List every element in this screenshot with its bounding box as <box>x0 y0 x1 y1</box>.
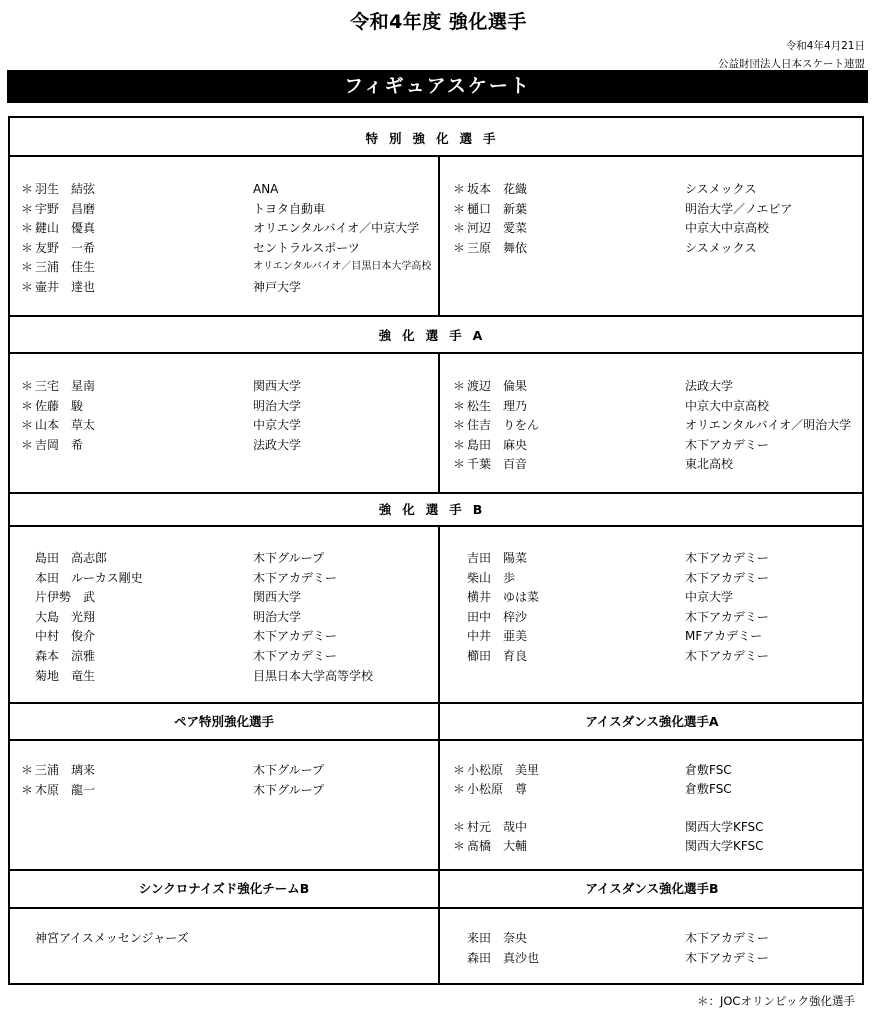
athlete-affiliation: 木下アカデミー <box>253 649 337 663</box>
rule <box>10 739 862 741</box>
rule <box>10 315 862 317</box>
athlete-name: 住吉 りをん <box>467 418 540 433</box>
athlete-name: 三浦 佳生 <box>35 260 96 275</box>
athlete-name: 坂本 花織 <box>467 182 528 196</box>
athlete-name: 片伊勢 武 <box>35 590 96 605</box>
athlete-affiliation: 木下アカデミー <box>685 437 769 452</box>
roster-row <box>453 780 873 798</box>
document-organization: 公益財団法人日本スケート連盟 <box>718 58 865 70</box>
document-date: 令和4年4月21日 <box>785 40 865 52</box>
roster-row <box>21 761 441 779</box>
roster-row <box>21 588 441 606</box>
roster-row <box>453 761 873 779</box>
athlete-name: 吉田 陽菜 <box>467 551 528 565</box>
rule <box>10 352 862 354</box>
document-title: 令和4年度 強化選手 <box>350 11 527 33</box>
roster-row <box>21 219 441 237</box>
synchro-header: シンクロナイズド強化チームB <box>138 881 310 896</box>
athlete-name: 羽生 結弦 <box>35 182 96 196</box>
athlete-affiliation: 明治大学 <box>253 609 302 624</box>
roster-row <box>21 647 441 665</box>
roster-row <box>21 608 441 626</box>
athlete-name: 松生 理乃 <box>467 398 528 413</box>
rule <box>10 907 862 909</box>
athlete-affiliation: 木下アカデミー <box>685 551 769 565</box>
athlete-affiliation: 明治大学／ノエビア <box>685 201 793 216</box>
athlete-affiliation: MFアカデミー <box>685 629 763 644</box>
joc-mark: ＊ <box>21 221 34 236</box>
athlete-affiliation: 木下グループ <box>253 551 325 565</box>
athlete-name: 友野 一希 <box>35 240 96 255</box>
roster-row <box>21 667 441 685</box>
athlete-affiliation: 関西大学 <box>253 590 302 605</box>
athlete-name: 壷井 達也 <box>35 280 96 294</box>
joc-mark: ＊ <box>453 221 466 236</box>
athlete-name: 島田 麻央 <box>467 437 528 452</box>
athlete-name: 本田 ルーカス剛史 <box>35 570 143 585</box>
roster-row <box>21 436 441 454</box>
athlete-name: 中村 俊介 <box>35 629 96 644</box>
dance-a-header: アイスダンス強化選手A <box>585 714 719 729</box>
roster-row <box>453 436 873 454</box>
roster-table <box>8 116 864 985</box>
rule <box>10 492 862 494</box>
roster-row <box>21 781 441 799</box>
athlete-name: 柴山 歩 <box>467 570 516 585</box>
pair-header: ペア特別強化選手 <box>173 714 274 729</box>
roster-row <box>21 569 441 587</box>
joc-mark: ＊ <box>453 418 466 433</box>
joc-mark: ＊ <box>21 260 34 275</box>
joc-mark: ＊ <box>21 379 34 393</box>
joc-mark: ＊ <box>453 379 466 393</box>
dance-b-header: アイスダンス強化選手B <box>585 881 719 896</box>
athlete-affiliation: 木下アカデミー <box>685 950 769 965</box>
athlete-affiliation: 法政大学 <box>685 379 734 393</box>
athlete-name: 山本 草太 <box>35 418 96 433</box>
roster-row <box>21 258 441 276</box>
athlete-affiliation: 木下アカデミー <box>685 931 769 945</box>
athlete-affiliation: 倉敷FSC <box>685 782 732 796</box>
athlete-affiliation: 関西大学 <box>253 379 302 393</box>
joc-mark: ＊ <box>21 182 34 196</box>
roster-row <box>21 627 441 645</box>
athlete-affiliation: 木下アカデミー <box>685 649 769 663</box>
athlete-affiliation: 中京大中京高校 <box>685 398 770 413</box>
roster-row <box>453 627 873 645</box>
athlete-affiliation: 木下アカデミー <box>253 629 337 644</box>
athlete-affiliation: オリエンタルバイオ／目黒日本大学高校 <box>253 261 432 273</box>
joc-mark: ＊ <box>453 201 466 216</box>
athlete-affiliation: 東北高校 <box>685 457 734 472</box>
joc-mark: ＊ <box>21 280 34 294</box>
athlete-affiliation: 中京大中京高校 <box>685 221 770 236</box>
athlete-name: 小松原 美里 <box>467 763 540 777</box>
athlete-name: 村元 哉中 <box>467 820 528 834</box>
roster-row <box>453 929 873 947</box>
joc-mark: ＊ <box>21 398 34 413</box>
roster-row <box>453 949 873 967</box>
roster-row <box>453 569 873 587</box>
athlete-affiliation: 木下アカデミー <box>253 570 337 585</box>
b-header: 強化選手B <box>378 502 494 517</box>
athlete-name: 鍵山 優真 <box>35 221 96 236</box>
athlete-affiliation: セントラルスポーツ <box>253 240 360 255</box>
athlete-name: 櫛田 育良 <box>467 649 528 663</box>
athlete-affiliation: 木下グループ <box>253 763 325 777</box>
athlete-name: 木原 龍一 <box>35 782 96 797</box>
athlete-affiliation: オリエンタルバイオ／明治大学 <box>685 418 852 433</box>
rule <box>10 869 862 871</box>
roster-row <box>453 608 873 626</box>
athlete-affiliation: 中京大学 <box>253 418 302 433</box>
athlete-name: 髙橋 大輔 <box>467 839 528 853</box>
athlete-affiliation: 目黒日本大学高等学校 <box>253 668 374 683</box>
athlete-name: 田中 梓沙 <box>467 609 528 624</box>
joc-mark: ＊ <box>453 782 466 796</box>
roster-row <box>453 549 873 567</box>
roster-row <box>21 278 441 296</box>
athlete-name: 三原 舞依 <box>467 240 528 255</box>
roster-row <box>453 377 873 395</box>
roster-row <box>453 455 873 473</box>
athlete-affiliation: 関西大学KFSC <box>685 839 764 853</box>
roster-row <box>21 416 441 434</box>
roster-row <box>453 200 873 218</box>
athlete-name: 中井 亜美 <box>467 629 528 644</box>
athlete-affiliation: 木下アカデミー <box>685 609 769 624</box>
roster-row <box>453 837 873 855</box>
joc-mark: ＊ <box>453 763 466 777</box>
roster-row <box>21 377 441 395</box>
joc-mark: ＊ <box>21 240 34 255</box>
joc-mark: ＊ <box>453 398 466 413</box>
roster-row <box>453 180 873 198</box>
athlete-name: 三宅 星南 <box>35 379 96 393</box>
athlete-affiliation: 神戸大学 <box>253 280 302 294</box>
roster-row <box>453 219 873 237</box>
joc-mark: ＊ <box>21 201 34 216</box>
athlete-affiliation: ANA <box>253 182 279 196</box>
athlete-affiliation: 法政大学 <box>253 437 302 452</box>
roster-row <box>453 397 873 415</box>
rule <box>10 155 862 157</box>
athlete-name: 樋口 新葉 <box>467 201 528 216</box>
roster-row <box>21 180 441 198</box>
athlete-name: 島田 高志郎 <box>35 551 108 565</box>
roster-row <box>21 200 441 218</box>
joc-mark: ＊ <box>453 437 466 452</box>
joc-mark: ＊ <box>453 182 466 196</box>
athlete-affiliation: 中京大学 <box>685 590 734 605</box>
rule <box>10 702 862 704</box>
athlete-name: 佐藤 駿 <box>35 398 84 413</box>
athlete-name: 菊地 竜生 <box>35 668 96 683</box>
roster-row <box>21 549 441 567</box>
athlete-name: 横井 ゆは菜 <box>467 590 540 605</box>
athlete-name: 宇野 昌磨 <box>35 201 96 216</box>
athlete-name: 河辺 愛菜 <box>467 221 528 236</box>
athlete-name: 千葉 百音 <box>467 457 528 472</box>
joc-mark: ＊ <box>21 763 34 777</box>
athlete-name: 大島 光翔 <box>35 609 96 624</box>
athlete-affiliation: トヨタ自動車 <box>253 201 326 216</box>
joc-mark: ＊ <box>453 839 466 853</box>
athlete-affiliation: シスメックス <box>685 240 757 255</box>
athlete-affiliation: 倉敷FSC <box>685 763 732 777</box>
athlete-name: 森田 真沙也 <box>467 950 540 965</box>
roster-row <box>453 818 873 836</box>
athlete-affiliation: オリエンタルバイオ／中京大学 <box>253 221 420 236</box>
footnote: ＊：JOCオリンピック強化選手 <box>696 994 855 1008</box>
roster-row <box>21 397 441 415</box>
athlete-affiliation: 明治大学 <box>253 398 302 413</box>
roster-row <box>453 416 873 434</box>
athlete-affiliation: 関西大学KFSC <box>685 820 764 834</box>
athlete-affiliation: 木下アカデミー <box>685 570 769 585</box>
athlete-name: 三浦 璃来 <box>35 763 96 777</box>
special-header: 特別強化選手 <box>365 131 507 146</box>
roster-row <box>21 239 441 257</box>
athlete-name: 森本 涼雅 <box>35 649 96 663</box>
athlete-name: 吉岡 希 <box>35 437 84 452</box>
joc-mark: ＊ <box>21 418 34 433</box>
roster-row <box>453 647 873 665</box>
roster-row <box>453 239 873 257</box>
athlete-affiliation: シスメックス <box>685 182 757 196</box>
a-header: 強化選手A <box>378 328 494 343</box>
joc-mark: ＊ <box>21 782 34 797</box>
discipline-banner: フィギュアスケート <box>7 70 868 103</box>
roster-row <box>453 588 873 606</box>
joc-mark: ＊ <box>453 240 466 255</box>
synchro-team: 神宮アイスメッセンジャーズ <box>35 931 189 945</box>
athlete-affiliation: 木下グループ <box>253 782 325 797</box>
athlete-name: 来田 奈央 <box>467 931 528 945</box>
athlete-name: 渡辺 倫果 <box>467 379 528 393</box>
joc-mark: ＊ <box>453 457 466 472</box>
athlete-name: 小松原 尊 <box>467 782 528 796</box>
joc-mark: ＊ <box>21 437 34 452</box>
rule <box>10 525 862 527</box>
joc-mark: ＊ <box>453 820 466 834</box>
